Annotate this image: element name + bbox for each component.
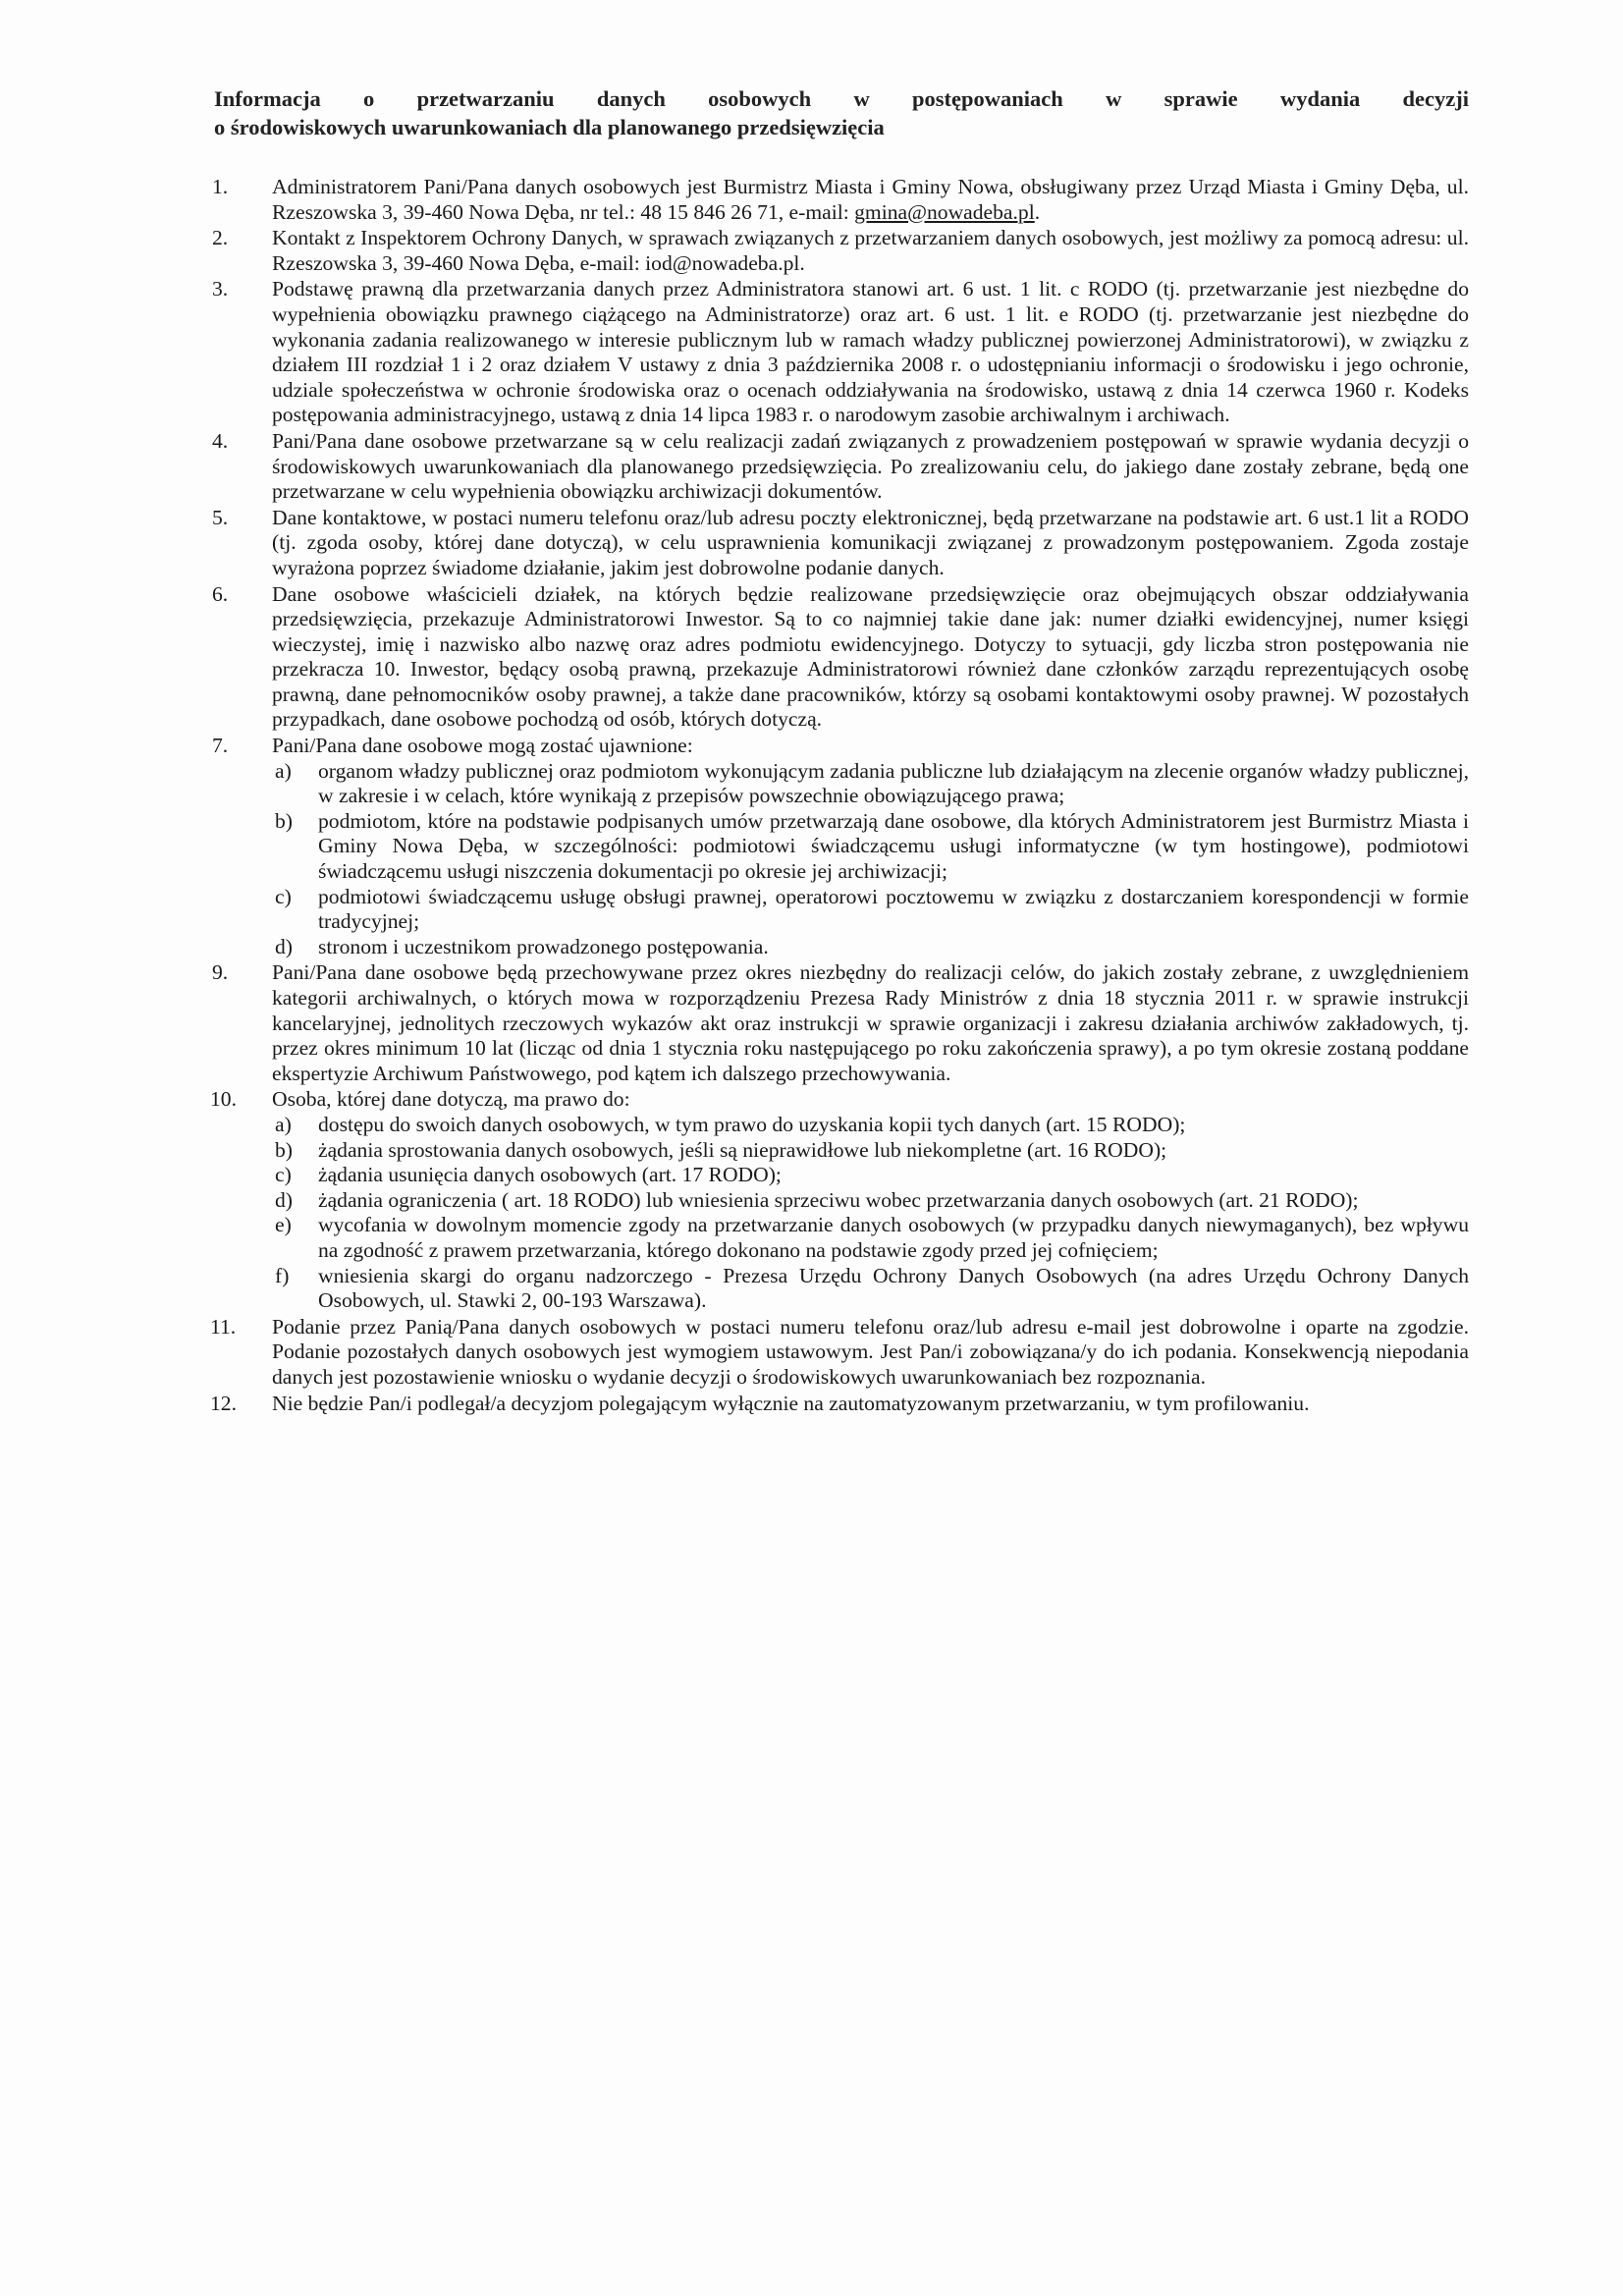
subclause-7a <box>275 759 1469 809</box>
clause-3 <box>212 277 1469 428</box>
clause-6 <box>212 582 1469 734</box>
clause-text: Podstawę prawną dla przetwarzania danych przez Administratora stanowi art. 6 ust. 1 lit. c RODO (tj. przetwarzanie jest niezbędne do wypełnienia obowiązku prawnego ciążącego na Administratorze) oraz art. 6 ust. 1 lit. e RODO (tj. przetwarzanie jest niezbędne do wykonania zadania realizowanego w interesie publicznym lub w ramach władzy publicznej powierzonej Administratorowi), w związku z działem III rozdział 1 i 2 oraz działem V ustawy z dnia 3 października 2008 r. o udostępnianiu informacji o środowisku i jego ochronie, udziale społeczeństwa w ochronie środowiska oraz o ocenach oddziaływania na środowisko, ustawą z dnia 14 czerwca 1960 r. Kodeks postępowania administracyjnego, ustawą z dnia 14 lipca 1983 r. o narodowym zasobie archiwalnym i archiwach. <box>272 277 1469 427</box>
clause-number: 10. <box>210 1087 237 1112</box>
title-line-2: o środowiskowych uwarunkowaniach dla planowanego przedsięwzięcia <box>214 115 885 139</box>
clause-text: Administratorem Pani/Pana danych osobowych jest Burmistrz Miasta i Gminy Nowa, obsługiwany przez Urząd Miasta i Gminy Dęba, ul. Rzeszowska 3, 39-460 Nowa Dęba, nr tel.: 48 15 846 26 71, e-mail: <box>272 175 1469 224</box>
clause-number: 11. <box>210 1314 237 1339</box>
clause-7 <box>212 734 1469 959</box>
subclause-7c <box>275 885 1469 935</box>
subclause-letter: c) <box>275 1163 292 1187</box>
clause-text: Podanie przez Panią/Pana danych osobowych w postaci numeru telefonu oraz/lub adresu e-mail jest dobrowolne i oparte na zgodzie. Podanie pozostałych danych osobowych jest wymogiem ustawowym. Jest Pan/i zobowiązana/y do ich podania. Konsekwencją niepodania danych jest pozostawienie wniosku o wydanie decyzji o środowiskowych uwarunkowaniach bez rozpoznania. <box>272 1314 1469 1389</box>
clause-5 <box>212 506 1469 581</box>
subclause-text: wycofania w dowolnym momencie zgody na przetwarzanie danych osobowych (w przypadku danych niewymaganych), bez wpływu na zgodność z prawem przetwarzania, którego dokonano na podstawie zgody przed jej cofnięciem; <box>318 1213 1469 1262</box>
subclause-10e <box>275 1213 1469 1263</box>
clause-1: 1. Administratorem Pani/Pana danych osobowych jest Burmistrz Miasta i Gminy Nowa, obsługiwany przez Urząd Miasta i Gminy Dęba, ul. Rzeszowska 3, 39-460 Nowa Dęba, nr tel.: 48 15 846 26 71, e-mail: gmina@nowadeba.pl. <box>212 175 1469 224</box>
clause-text: Dane kontaktowe, w postaci numeru telefonu oraz/lub adresu poczty elektronicznej, będą przetwarzane na podstawie art. 6 ust.1 lit a RODO (tj. zgoda osoby, której dane dotyczą), w celu usprawnienia komunikacji związanej z prowadzonym postępowaniem. Zgoda zostaje wyrażona poprzez świadome działanie, jakim jest dobrowolne podanie danych. <box>272 505 1469 579</box>
clause-number: 4. <box>212 428 229 453</box>
subclause-text: organom władzy publicznej oraz podmiotom wykonującym zadania publiczne lub działającym na zlecenie organów władzy publicznej, w zakresie i w celach, które wynikają z przepisów powszechnie obowiązującego prawa; <box>318 758 1469 808</box>
clause-list <box>212 175 1469 1416</box>
clause-number: 6. <box>212 581 229 606</box>
subclause-letter: b) <box>275 1137 293 1162</box>
subclause-text: żądania ograniczenia ( art. 18 RODO) lub wniesienia sprzeciwu wobec przetwarzania danych osobowych (art. 21 RODO); <box>318 1187 1359 1212</box>
subclause-letter: a) <box>275 758 292 783</box>
email-link[interactable]: gmina@nowadeba.pl <box>854 199 1035 224</box>
subclause-letter: d) <box>275 1187 293 1212</box>
clause-number: 2. <box>212 226 229 250</box>
subclause-text: podmiotom, które na podstawie podpisanych umów przetwarzają dane osobowe, dla których Administratorem jest Burmistrz Miasta i Gminy Nowa Dęba, w szczególności: podmiotowi świadczącemu usługi informatyczne (w tym hostingowe), podmiotowi świadczącemu usługi niszczenia dokumentacji po okresie jej archiwizacji; <box>318 808 1469 884</box>
subclause-text: żądania usunięcia danych osobowych (art. 17 RODO); <box>318 1163 782 1187</box>
clause-text: Pani/Pana dane osobowe mogą zostać ujawnione: <box>272 734 693 758</box>
clause-number: 7. <box>212 734 229 758</box>
subclause-10d <box>275 1188 1469 1214</box>
subclause-text: stronom i uczestnikom prowadzonego postępowania. <box>318 934 769 958</box>
clause-text: Kontakt z Inspektorem Ochrony Danych, w sprawach związanych z przetwarzaniem danych osobowych, jest możliwy za pomocą adresu: ul. Rzeszowska 3, 39-460 Nowa Dęba, e-mail: iod@nowadeba.pl. <box>272 226 1469 275</box>
clause-text: Pani/Pana dane osobowe przetwarzane są w celu realizacji zadań związanych z prowadzeniem postępowań w sprawie wydania decyzji o środowiskowych uwarunkowaniach dla planowanego przedsięwzięcia. Po zrealizowaniu celu, do jakiego dane zostały zebrane, będą one przetwarzane w celu wypełnienia obowiązku archiwizacji dokumentów. <box>272 428 1469 504</box>
subclause-text: wniesienia skargi do organu nadzorczego - Prezesa Urzędu Ochrony Danych Osobowych (na adres Urzędu Ochrony Danych Osobowych, ul. Stawki 2, 00-193 Warszawa). <box>318 1263 1469 1313</box>
clause-number: 1. <box>212 175 229 198</box>
subclause-text: dostępu do swoich danych osobowych, w tym prawo do uzyskania kopii tych danych (art. 15 RODO); <box>318 1112 1186 1136</box>
document-title <box>214 84 1469 141</box>
clause-text: Nie będzie Pan/i podlegał/a decyzjom polegającym wyłącznie na zautomatyzowanym przetwarzaniu, w tym profilowaniu. <box>272 1391 1310 1415</box>
clause-11 <box>212 1315 1469 1391</box>
subclause-10c <box>275 1163 1469 1188</box>
subclause-letter: b) <box>275 808 293 833</box>
clause-9 <box>212 960 1469 1086</box>
clause-number: 3. <box>212 277 229 301</box>
clause-text: Dane osobowe właścicieli działek, na których będzie realizowane przedsięwzięcie oraz obejmujących obszar oddziaływania przedsięwzięcia, przekazuje Administratorowi Inwestor. Są to co najmniej takie dane jak: numer działki ewidencyjnej, numer księgi wieczystej, imię i nazwisko albo nazwę oraz adres podmiotu ewidencyjnego. Dotyczy to sytuacji, gdy liczba stron postępowania nie przekracza 10. Inwestor, będący osobą prawną, przekazuje Administratorowi również dane członków zarządu reprezentujących osobę prawną, dane pełnomocników osoby prawnej, a także dane pracowników, którzy są osobami kontaktowymi osoby prawnej. W pozostałych przypadkach, dane osobowe pochodzą od osób, których dotyczą. <box>272 581 1469 732</box>
clause-number: 5. <box>212 505 229 529</box>
subclause-letter: a) <box>275 1112 292 1136</box>
subclause-letter: c) <box>275 884 292 908</box>
subclause-10a <box>275 1113 1469 1138</box>
subclause-10b <box>275 1138 1469 1164</box>
subclause-letter: f) <box>275 1263 290 1287</box>
clause-number: 12. <box>210 1391 237 1415</box>
clause-text: Pani/Pana dane osobowe będą przechowywane przez okres niezbędny do realizacji celów, do jakich zostały zebrane, z uwzględnieniem kategorii archiwalnych, o których mowa w rozporządzeniu Prezesa Rady Ministrów z dnia 18 stycznia 2011 r. w sprawie instrukcji kancelaryjnej, jednolitych rzeczowych wykazów akt oraz instrukcji w sprawie organizacji i zakresu działania archiwów zakładowych, tj. przez okres minimum 10 lat (licząc od dnia 1 stycznia roku następującego po roku zakończenia sprawy), a po tym okresie zostaną poddane ekspertyzie Archiwum Państwowego, pod kątem ich dalszego przechowywania. <box>272 960 1469 1085</box>
subclause-10f <box>275 1264 1469 1314</box>
subclause-letter: d) <box>275 934 293 958</box>
title-line-1: Informacja o przetwarzaniu danych osobowych w postępowaniach w sprawie wydania decyzji <box>214 86 1469 111</box>
clause-10 <box>212 1087 1469 1313</box>
subclause-7d <box>275 935 1469 960</box>
clause-12 <box>212 1392 1469 1417</box>
clause-number: 9. <box>212 960 229 985</box>
subclause-letter: e) <box>275 1213 292 1237</box>
clause-2 <box>212 226 1469 276</box>
subclause-text: podmiotowi świadczącemu usługę obsługi prawnej, operatorowi pocztowemu w związku z dostarczaniem korespondencji w formie tradycyjnej; <box>318 884 1469 934</box>
clause-4 <box>212 429 1469 505</box>
clause-text: Osoba, której dane dotyczą, ma prawo do: <box>272 1087 630 1112</box>
subclause-7b <box>275 809 1469 885</box>
subclause-text: żądania sprostowania danych osobowych, jeśli są nieprawidłowe lub niekompletne (art. 16 RODO); <box>318 1137 1167 1162</box>
